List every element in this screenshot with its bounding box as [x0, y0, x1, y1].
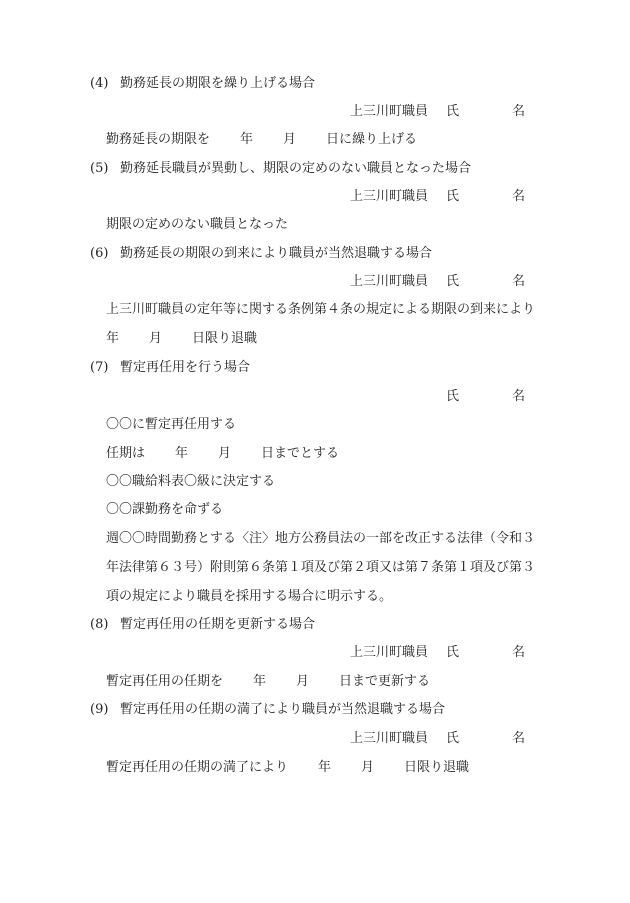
year-label: 年 [175, 446, 189, 461]
section-6-body-2 [0, 327, 630, 351]
month-label: 月 [218, 446, 232, 461]
signature-line [0, 100, 630, 124]
day-text: 日限り退職 [404, 760, 470, 775]
section-8-heading [0, 613, 630, 637]
surname-label: 氏 [446, 274, 460, 289]
section-7-line-7 [0, 585, 630, 609]
signature-line [0, 727, 630, 751]
signer-org: 上三川町職員 [350, 645, 429, 660]
section-number: (4) [90, 76, 109, 91]
day-text: 日までとする [261, 446, 340, 461]
month-label: 月 [283, 132, 297, 147]
section-number: (8) [90, 617, 109, 632]
body-text: 〇〇職給料表〇級に決定する [106, 474, 276, 489]
body-text: 期限の定めのない職員となった [106, 217, 289, 232]
day-text: 日まで更新する [339, 674, 431, 689]
given-name-label: 名 [512, 189, 526, 204]
given-name-label: 名 [512, 104, 526, 119]
section-9-heading [0, 698, 630, 722]
given-name-label: 名 [512, 274, 526, 289]
month-label: 月 [361, 760, 375, 775]
year-label: 年 [253, 674, 267, 689]
section-number: (7) [90, 360, 109, 375]
section-5-heading [0, 157, 630, 181]
section-7-heading [0, 356, 630, 380]
section-6-heading [0, 242, 630, 266]
section-number: (5) [90, 161, 109, 176]
section-8-body [0, 670, 630, 694]
day-text: 日限り退職 [192, 331, 258, 346]
section-7-line-2 [0, 442, 630, 466]
body-text: 項の規定により職員を採用する場合に明示する。 [106, 589, 393, 604]
section-number: (6) [90, 246, 109, 261]
body-text: 〇〇に暫定再任用する [106, 417, 237, 432]
section-title: 暫定再任用の任期の満了により職員が当然退職する場合 [120, 702, 446, 717]
section-5-body [0, 213, 630, 237]
body-text: 〇〇課勤務を命ずる [106, 502, 224, 517]
section-title: 暫定再任用の任期を更新する場合 [120, 617, 316, 632]
body-text: 任期は [106, 446, 146, 461]
signature-line [0, 385, 630, 409]
month-label: 月 [296, 674, 310, 689]
signer-org: 上三川町職員 [350, 274, 429, 289]
surname-label: 氏 [446, 645, 460, 660]
surname-label: 氏 [446, 731, 460, 746]
signature-line [0, 270, 630, 294]
signer-org: 上三川町職員 [350, 104, 429, 119]
section-4-heading [0, 72, 630, 96]
section-6-body-1 [0, 298, 630, 322]
year-label: 年 [106, 331, 120, 346]
body-text: 暫定再任用の任期の満了により [106, 760, 289, 775]
day-text: 日に繰り上げる [326, 132, 418, 147]
body-text: 暫定再任用の任期を [106, 674, 224, 689]
year-label: 年 [318, 760, 332, 775]
section-4-body [0, 128, 630, 152]
section-number: (9) [90, 702, 109, 717]
section-9-body [0, 756, 630, 780]
given-name-label: 名 [512, 645, 526, 660]
body-text: 上三川町職員の定年等に関する条例第４条の規定による期限の到来により [106, 302, 536, 317]
month-label: 月 [149, 331, 163, 346]
section-title: 勤務延長の期限を繰り上げる場合 [120, 76, 316, 91]
signer-org: 上三川町職員 [350, 189, 429, 204]
surname-label: 氏 [446, 389, 460, 404]
year-label: 年 [240, 132, 254, 147]
body-text: 週〇〇時間勤務とする〈注〉地方公務員法の一部を改正する法律（令和３ [106, 531, 536, 546]
section-7-line-3 [0, 470, 630, 494]
section-7-line-4 [0, 498, 630, 522]
given-name-label: 名 [512, 389, 526, 404]
section-title: 暫定再任用を行う場合 [120, 360, 251, 375]
section-title: 勤務延長職員が異動し、期限の定めのない職員となった場合 [120, 161, 472, 176]
signature-line [0, 185, 630, 209]
section-title: 勤務延長の期限の到来により職員が当然退職する場合 [120, 246, 433, 261]
body-text: 勤務延長の期限を [106, 132, 211, 147]
given-name-label: 名 [512, 731, 526, 746]
section-7-line-1 [0, 413, 630, 437]
signer-org: 上三川町職員 [350, 731, 429, 746]
signature-line [0, 641, 630, 665]
section-7-line-5 [0, 527, 630, 551]
surname-label: 氏 [446, 104, 460, 119]
section-7-line-6 [0, 556, 630, 580]
body-text: 年法律第６３号）附則第６条第１項及び第２項又は第７条第１項及び第３ [106, 560, 536, 575]
surname-label: 氏 [446, 189, 460, 204]
